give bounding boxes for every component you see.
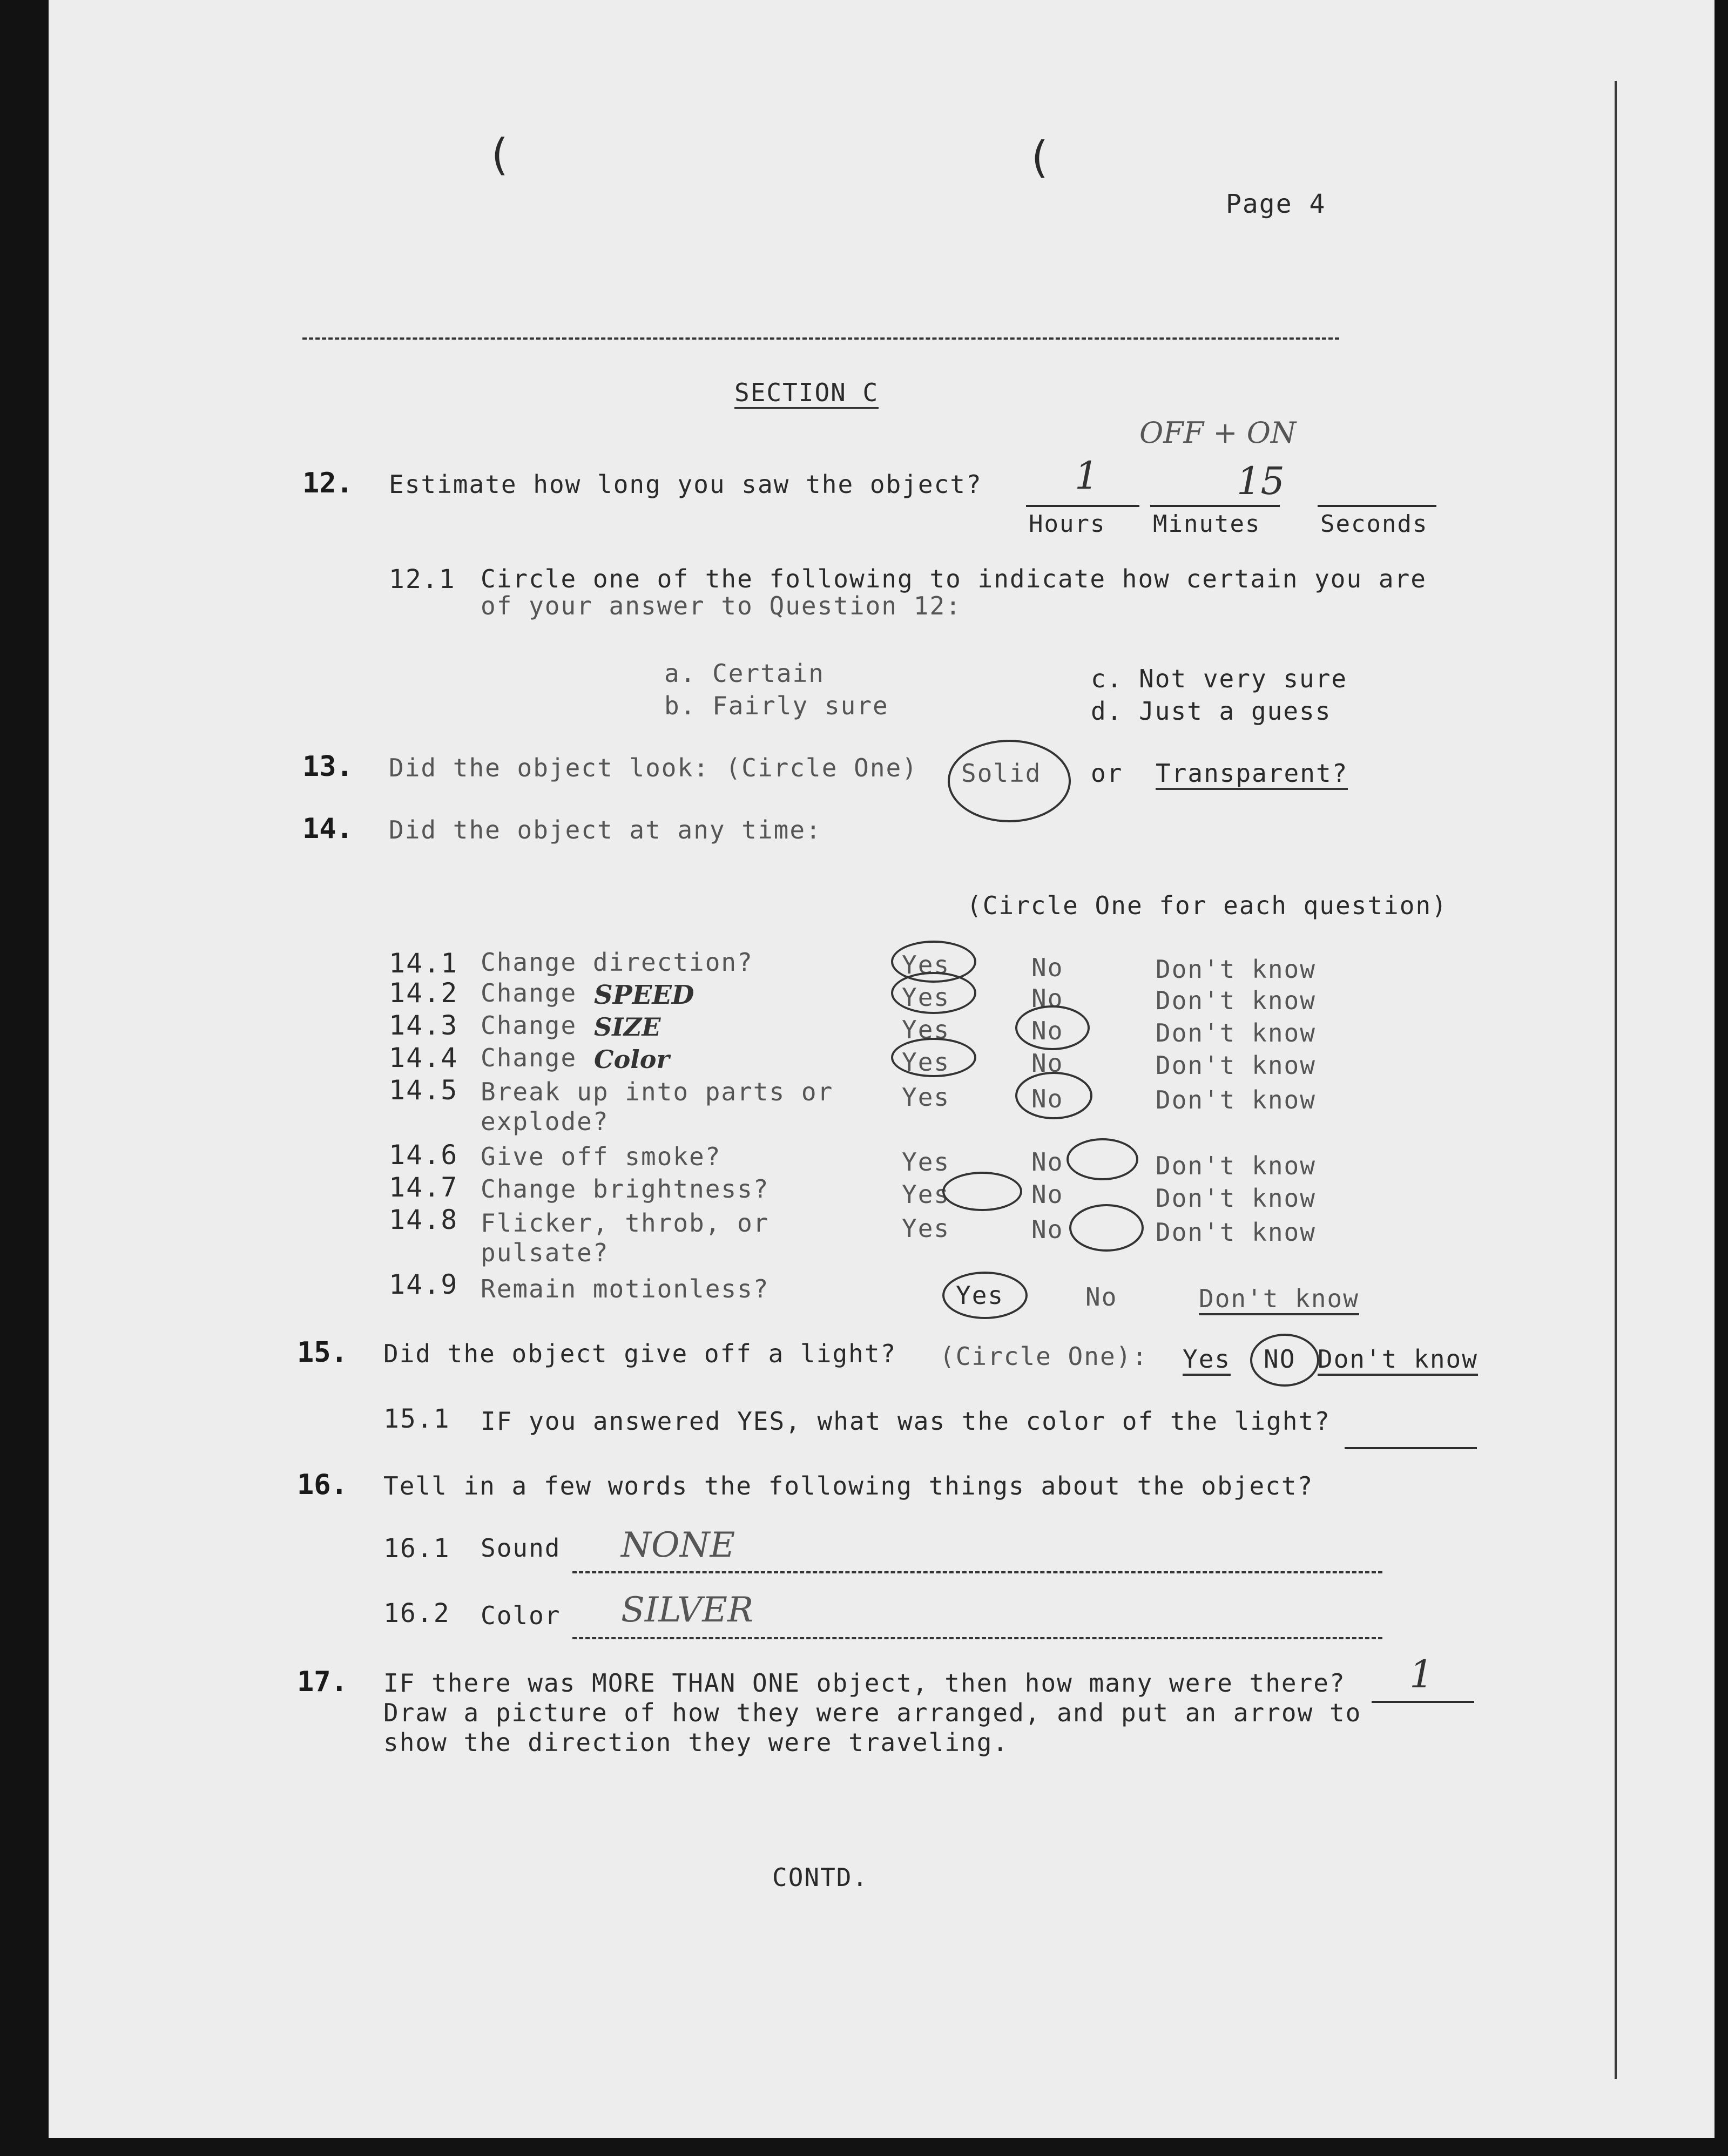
answer-dont-know: Don't know [1156,1018,1316,1047]
header-rule [302,337,1339,340]
light-color-line [1345,1447,1477,1449]
answer-yes: Yes [902,1047,950,1077]
answer-dont-know: Don't know [1318,1344,1478,1376]
item-label: Change brightness? [481,1174,770,1204]
right-parenthesis-mark: ( [1026,132,1054,183]
answer-yes: Yes [956,1281,1004,1310]
item-label-continued: explode? [481,1107,609,1136]
answer-yes: Yes [902,950,950,979]
or-word: or [1091,759,1123,788]
question-17-line2: Draw a picture of how they were arranged, and put an arrow to [383,1698,1362,1727]
circled-solid-mark [948,740,1071,822]
question-16-text: Tell in a few words the following things about the object? [383,1471,1314,1501]
option-d-just-a-guess: d. Just a guess [1091,697,1332,726]
handwritten-annotation: OFF + ON [1139,416,1297,450]
question-17-line3: show the direction they were traveling. [383,1728,1009,1757]
sound-line [572,1571,1382,1573]
handwritten-size: SIZE [594,1012,661,1042]
answer-dont-know: Don't know [1156,1051,1316,1080]
item-number: 14.5 [389,1074,458,1106]
option-b-fairly-sure: b. Fairly sure [664,691,889,720]
answer-yes: Yes [902,1083,950,1112]
object-count-value: 1 [1409,1652,1434,1697]
continued-note: CONTD. [772,1863,869,1892]
seconds-line [1318,505,1436,507]
answer-yes: Yes [902,1147,950,1177]
question-number-12: 12. [302,467,353,499]
circled-yes-mark [942,1172,1022,1211]
item-label: Flicker, throb, or [481,1208,770,1238]
item-number: 14.4 [389,1042,458,1073]
hours-line [1026,505,1139,507]
answer-no: No [1031,1180,1064,1209]
item-number: 14.1 [389,948,458,979]
object-count-line [1372,1701,1474,1703]
answer-yes: Yes [1183,1344,1231,1376]
question-number-16: 16. [297,1469,348,1501]
question-12-1-line2: of your answer to Question 12: [481,591,962,620]
question-number-15-1: 15.1 [383,1404,450,1434]
answer-yes: Yes [902,1015,950,1044]
answer-no: No [1031,1147,1064,1177]
question-15-instruction: (Circle One): [940,1342,1149,1371]
item-number: 14.9 [389,1269,458,1300]
answer-no: NO [1264,1344,1296,1374]
item-label: Give off smoke? [481,1142,721,1171]
circled-yes-mark [942,1272,1028,1319]
answer-transparent: Transparent? [1156,759,1348,790]
circled-yes-mark [891,972,976,1014]
page-number: Page 4 [1226,189,1326,219]
question-12-1-line1: Circle one of the following to indicate how certain you are [481,564,1427,593]
circled-no-mark [1250,1334,1319,1387]
item-label-continued: pulsate? [481,1238,609,1267]
handwritten-speed: SPEED [594,980,694,1010]
answer-dont-know: Don't know [1156,955,1316,984]
question-15-1-text: IF you answered YES, what was the color of the light? [481,1407,1331,1436]
circled-no-mark [1066,1138,1138,1180]
page-edge-line [1615,81,1617,2079]
item-number: 14.7 [389,1172,458,1203]
document-page [49,0,1714,2138]
question-number-16-2: 16.2 [383,1598,450,1628]
answer-no: No [1031,984,1064,1013]
item-label: Change [481,978,577,1008]
section-title: SECTION C [734,378,879,409]
answer-dont-know: Don't know [1199,1284,1359,1315]
question-15-text: Did the object give off a light? [383,1339,897,1368]
answer-no: No [1031,1016,1064,1045]
option-c-not-very-sure: c. Not very sure [1091,664,1348,693]
item-number: 14.3 [389,1010,458,1041]
answer-no: No [1031,1084,1064,1113]
item-label: Change [481,1011,577,1040]
answer-yes: Yes [902,1214,950,1243]
question-number-14: 14. [302,813,353,845]
item-label: Change [481,1043,577,1072]
question-number-13: 13. [302,751,353,783]
color-value: SILVER [621,1590,754,1630]
question-number-15: 15. [297,1336,348,1369]
minutes-value: 15 [1237,459,1285,503]
seconds-label: Seconds [1320,510,1428,538]
answer-no: No [1031,1215,1064,1244]
item-number: 14.2 [389,977,458,1009]
answer-dont-know: Don't know [1156,1184,1316,1213]
item-number: 14.8 [389,1204,458,1235]
color-line [572,1637,1382,1639]
question-number-16-1: 16.1 [383,1533,450,1564]
option-a-certain: a. Certain [664,659,825,688]
question-14-instruction: (Circle One for each question) [967,891,1448,920]
question-17-line1: IF there was MORE THAN ONE object, then how many were there? [383,1668,1346,1698]
question-12-text: Estimate how long you saw the object? [389,470,982,499]
answer-dont-know: Don't know [1156,986,1316,1015]
circled-no-mark [1015,1072,1092,1119]
circled-no-mark [1015,1005,1090,1050]
item-label: Remain motionless? [481,1274,770,1303]
answer-dont-know: Don't know [1156,1085,1316,1114]
circled-yes-mark [891,1038,976,1077]
sound-label: Sound [481,1533,561,1563]
sound-value: NONE [621,1525,735,1565]
answer-solid: Solid [961,759,1042,788]
answer-yes: Yes [902,983,950,1012]
answer-dont-know: Don't know [1156,1218,1316,1247]
minutes-label: Minutes [1153,510,1261,538]
question-14-text: Did the object at any time: [389,815,822,844]
hours-label: Hours [1029,510,1106,538]
answer-no: No [1031,1049,1064,1078]
item-label: Change direction? [481,948,753,977]
answer-no: No [1085,1282,1118,1312]
answer-dont-know: Don't know [1156,1151,1316,1180]
answer-no: No [1031,953,1064,982]
item-number: 14.6 [389,1139,458,1171]
answer-yes: Yes [902,1180,950,1209]
handwritten-color: Color [594,1045,670,1074]
question-13-text: Did the object look: (Circle One) [389,753,918,782]
question-number-17: 17. [297,1666,348,1698]
question-number-12-1: 12.1 [389,564,456,594]
color-label: Color [481,1601,561,1630]
hours-value: 1 [1075,454,1099,498]
left-parenthesis-mark: ( [486,130,514,180]
circled-no-mark [1069,1204,1144,1252]
item-label: Break up into parts or [481,1077,834,1106]
minutes-line [1150,505,1280,507]
